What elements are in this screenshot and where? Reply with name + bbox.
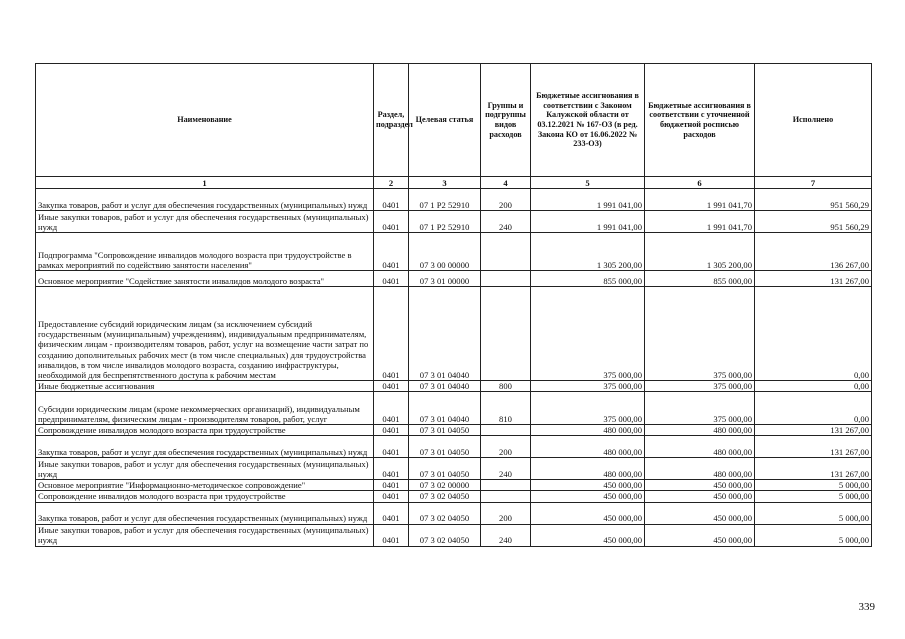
header-target-article: Целевая статья xyxy=(409,64,481,177)
cell-target-article: 07 3 02 04050 xyxy=(409,524,481,546)
cell-expense-group: 240 xyxy=(481,524,531,546)
cell-expense-group xyxy=(481,271,531,287)
cell-assigned-law: 450 000,00 xyxy=(531,524,645,546)
cell-expense-group xyxy=(481,287,531,381)
cell-executed: 5 000,00 xyxy=(755,480,872,491)
cell-assigned-schedule: 375 000,00 xyxy=(645,381,755,392)
cell-assigned-law: 1 305 200,00 xyxy=(531,233,645,271)
table-row xyxy=(36,211,872,233)
table-row xyxy=(36,233,872,271)
table-row xyxy=(36,480,872,491)
cell-executed: 136 267,00 xyxy=(755,233,872,271)
cell-expense-group: 240 xyxy=(481,458,531,480)
cell-name: Предоставление субсидий юридическим лицам (за исключением субсидий государственным (муниципальным) учреждениям), индивидуальным предпринимателям, физическим лицам - производителям товаров, работ, услуг на возмещение части затрат по созданию дополнительных рабочих мест (в том числе специальных) для трудоустройства инвалидов, в том числе инвалидов молодого возраста, созданию инфраструктуры, необходимой для беспрепятственного доступа к рабочим местам xyxy=(36,287,374,381)
table-row xyxy=(36,436,872,458)
cell-executed: 5 000,00 xyxy=(755,524,872,546)
cell-section: 0401 xyxy=(374,233,409,271)
budget-table xyxy=(35,63,872,547)
cell-expense-group: 200 xyxy=(481,189,531,211)
table-row xyxy=(36,189,872,211)
column-number: 7 xyxy=(755,177,872,189)
cell-name: Закупка товаров, работ и услуг для обеспечения государственных (муниципальных) нужд xyxy=(36,189,374,211)
column-numbers-row xyxy=(36,177,872,189)
column-number: 5 xyxy=(531,177,645,189)
cell-assigned-schedule: 1 305 200,00 xyxy=(645,233,755,271)
cell-name: Закупка товаров, работ и услуг для обеспечения государственных (муниципальных) нужд xyxy=(36,436,374,458)
table-row xyxy=(36,491,872,502)
cell-section: 0401 xyxy=(374,211,409,233)
cell-name: Закупка товаров, работ и услуг для обеспечения государственных (муниципальных) нужд xyxy=(36,502,374,524)
cell-executed: 0,00 xyxy=(755,392,872,425)
cell-executed: 5 000,00 xyxy=(755,502,872,524)
cell-assigned-law: 450 000,00 xyxy=(531,491,645,502)
cell-expense-group xyxy=(481,233,531,271)
cell-expense-group xyxy=(481,480,531,491)
cell-executed: 131 267,00 xyxy=(755,436,872,458)
column-number: 1 xyxy=(36,177,374,189)
cell-executed: 0,00 xyxy=(755,381,872,392)
cell-assigned-law: 480 000,00 xyxy=(531,425,645,436)
cell-target-article: 07 1 P2 52910 xyxy=(409,211,481,233)
cell-section: 0401 xyxy=(374,491,409,502)
cell-name: Основное мероприятие "Информационно-методическое сопровождение" xyxy=(36,480,374,491)
table-row xyxy=(36,392,872,425)
header-row xyxy=(36,64,872,177)
cell-executed: 951 560,29 xyxy=(755,189,872,211)
cell-name: Иные закупки товаров, работ и услуг для обеспечения государственных (муниципальных) нужд xyxy=(36,458,374,480)
cell-executed: 5 000,00 xyxy=(755,491,872,502)
column-number: 6 xyxy=(645,177,755,189)
cell-section: 0401 xyxy=(374,480,409,491)
cell-assigned-law: 450 000,00 xyxy=(531,502,645,524)
cell-expense-group xyxy=(481,425,531,436)
cell-assigned-schedule: 450 000,00 xyxy=(645,524,755,546)
table-row xyxy=(36,502,872,524)
cell-assigned-law: 450 000,00 xyxy=(531,480,645,491)
header-assigned-schedule: Бюджетные ассигнования в соответствии с уточненной бюджетной росписью расходов xyxy=(645,64,755,177)
cell-target-article: 07 3 01 04050 xyxy=(409,458,481,480)
cell-expense-group: 800 xyxy=(481,381,531,392)
cell-executed: 131 267,00 xyxy=(755,425,872,436)
cell-section: 0401 xyxy=(374,287,409,381)
cell-assigned-schedule: 450 000,00 xyxy=(645,502,755,524)
column-number: 2 xyxy=(374,177,409,189)
cell-section: 0401 xyxy=(374,189,409,211)
cell-assigned-schedule: 480 000,00 xyxy=(645,436,755,458)
cell-assigned-law: 1 991 041,00 xyxy=(531,211,645,233)
cell-target-article: 07 3 02 04050 xyxy=(409,502,481,524)
cell-assigned-schedule: 1 991 041,70 xyxy=(645,211,755,233)
cell-target-article: 07 3 01 04040 xyxy=(409,287,481,381)
cell-expense-group xyxy=(481,491,531,502)
cell-executed: 131 267,00 xyxy=(755,458,872,480)
cell-expense-group: 200 xyxy=(481,436,531,458)
cell-section: 0401 xyxy=(374,271,409,287)
cell-section: 0401 xyxy=(374,524,409,546)
table-body xyxy=(36,189,872,547)
cell-target-article: 07 3 01 04040 xyxy=(409,392,481,425)
cell-section: 0401 xyxy=(374,381,409,392)
table-row xyxy=(36,425,872,436)
cell-assigned-schedule: 375 000,00 xyxy=(645,287,755,381)
cell-assigned-schedule: 450 000,00 xyxy=(645,480,755,491)
cell-assigned-law: 375 000,00 xyxy=(531,381,645,392)
table-row xyxy=(36,287,872,381)
cell-section: 0401 xyxy=(374,502,409,524)
column-number: 3 xyxy=(409,177,481,189)
cell-assigned-schedule: 375 000,00 xyxy=(645,392,755,425)
cell-assigned-law: 480 000,00 xyxy=(531,436,645,458)
cell-assigned-law: 480 000,00 xyxy=(531,458,645,480)
cell-assigned-law: 1 991 041,00 xyxy=(531,189,645,211)
cell-assigned-law: 855 000,00 xyxy=(531,271,645,287)
header-expense-group: Группы и подгруппы видов расходов xyxy=(481,64,531,177)
cell-section: 0401 xyxy=(374,458,409,480)
cell-assigned-schedule: 450 000,00 xyxy=(645,491,755,502)
page-number: 339 xyxy=(858,601,875,613)
table-row xyxy=(36,381,872,392)
cell-target-article: 07 3 00 00000 xyxy=(409,233,481,271)
header-assigned-law: Бюджетные ассигнования в соответствии с Законом Калужской области от 03.12.2021 № 167-ОЗ (в ред. Закона КО от 16.06.2022 № 233-ОЗ) xyxy=(531,64,645,177)
cell-target-article: 07 3 02 04050 xyxy=(409,491,481,502)
cell-expense-group: 240 xyxy=(481,211,531,233)
cell-assigned-law: 375 000,00 xyxy=(531,287,645,381)
cell-expense-group: 200 xyxy=(481,502,531,524)
column-number: 4 xyxy=(481,177,531,189)
cell-executed: 0,00 xyxy=(755,287,872,381)
cell-target-article: 07 3 01 00000 xyxy=(409,271,481,287)
cell-section: 0401 xyxy=(374,392,409,425)
table-row xyxy=(36,458,872,480)
table-row xyxy=(36,271,872,287)
header-name: Наименование xyxy=(36,64,374,177)
cell-section: 0401 xyxy=(374,425,409,436)
cell-name: Основное мероприятие "Содействие занятости инвалидов молодого возраста" xyxy=(36,271,374,287)
cell-assigned-schedule: 1 991 041,70 xyxy=(645,189,755,211)
cell-target-article: 07 1 P2 52910 xyxy=(409,189,481,211)
cell-name: Субсидии юридическим лицам (кроме некоммерческих организаций), индивидуальным предпринимателям, физическим лицам - производителям товаров, работ, услуг xyxy=(36,392,374,425)
cell-assigned-law: 375 000,00 xyxy=(531,392,645,425)
cell-section: 0401 xyxy=(374,436,409,458)
cell-assigned-schedule: 855 000,00 xyxy=(645,271,755,287)
cell-name: Сопровождение инвалидов молодого возраста при трудоустройстве xyxy=(36,491,374,502)
cell-name: Иные закупки товаров, работ и услуг для обеспечения государственных (муниципальных) нужд xyxy=(36,524,374,546)
cell-target-article: 07 3 02 00000 xyxy=(409,480,481,491)
cell-target-article: 07 3 01 04050 xyxy=(409,425,481,436)
cell-assigned-schedule: 480 000,00 xyxy=(645,458,755,480)
cell-name: Иные бюджетные ассигнования xyxy=(36,381,374,392)
cell-executed: 951 560,29 xyxy=(755,211,872,233)
cell-target-article: 07 3 01 04040 xyxy=(409,381,481,392)
table-row xyxy=(36,524,872,546)
cell-name: Подпрограмма "Сопровождение инвалидов молодого возраста при трудоустройстве в рамках мероприятий по содействию занятости населения" xyxy=(36,233,374,271)
cell-expense-group: 810 xyxy=(481,392,531,425)
cell-target-article: 07 3 01 04050 xyxy=(409,436,481,458)
cell-name: Иные закупки товаров, работ и услуг для обеспечения государственных (муниципальных) нужд xyxy=(36,211,374,233)
cell-name: Сопровождение инвалидов молодого возраста при трудоустройстве xyxy=(36,425,374,436)
header-section: Раздел, подраздел xyxy=(374,64,409,177)
cell-assigned-schedule: 480 000,00 xyxy=(645,425,755,436)
header-executed: Исполнено xyxy=(755,64,872,177)
cell-executed: 131 267,00 xyxy=(755,271,872,287)
